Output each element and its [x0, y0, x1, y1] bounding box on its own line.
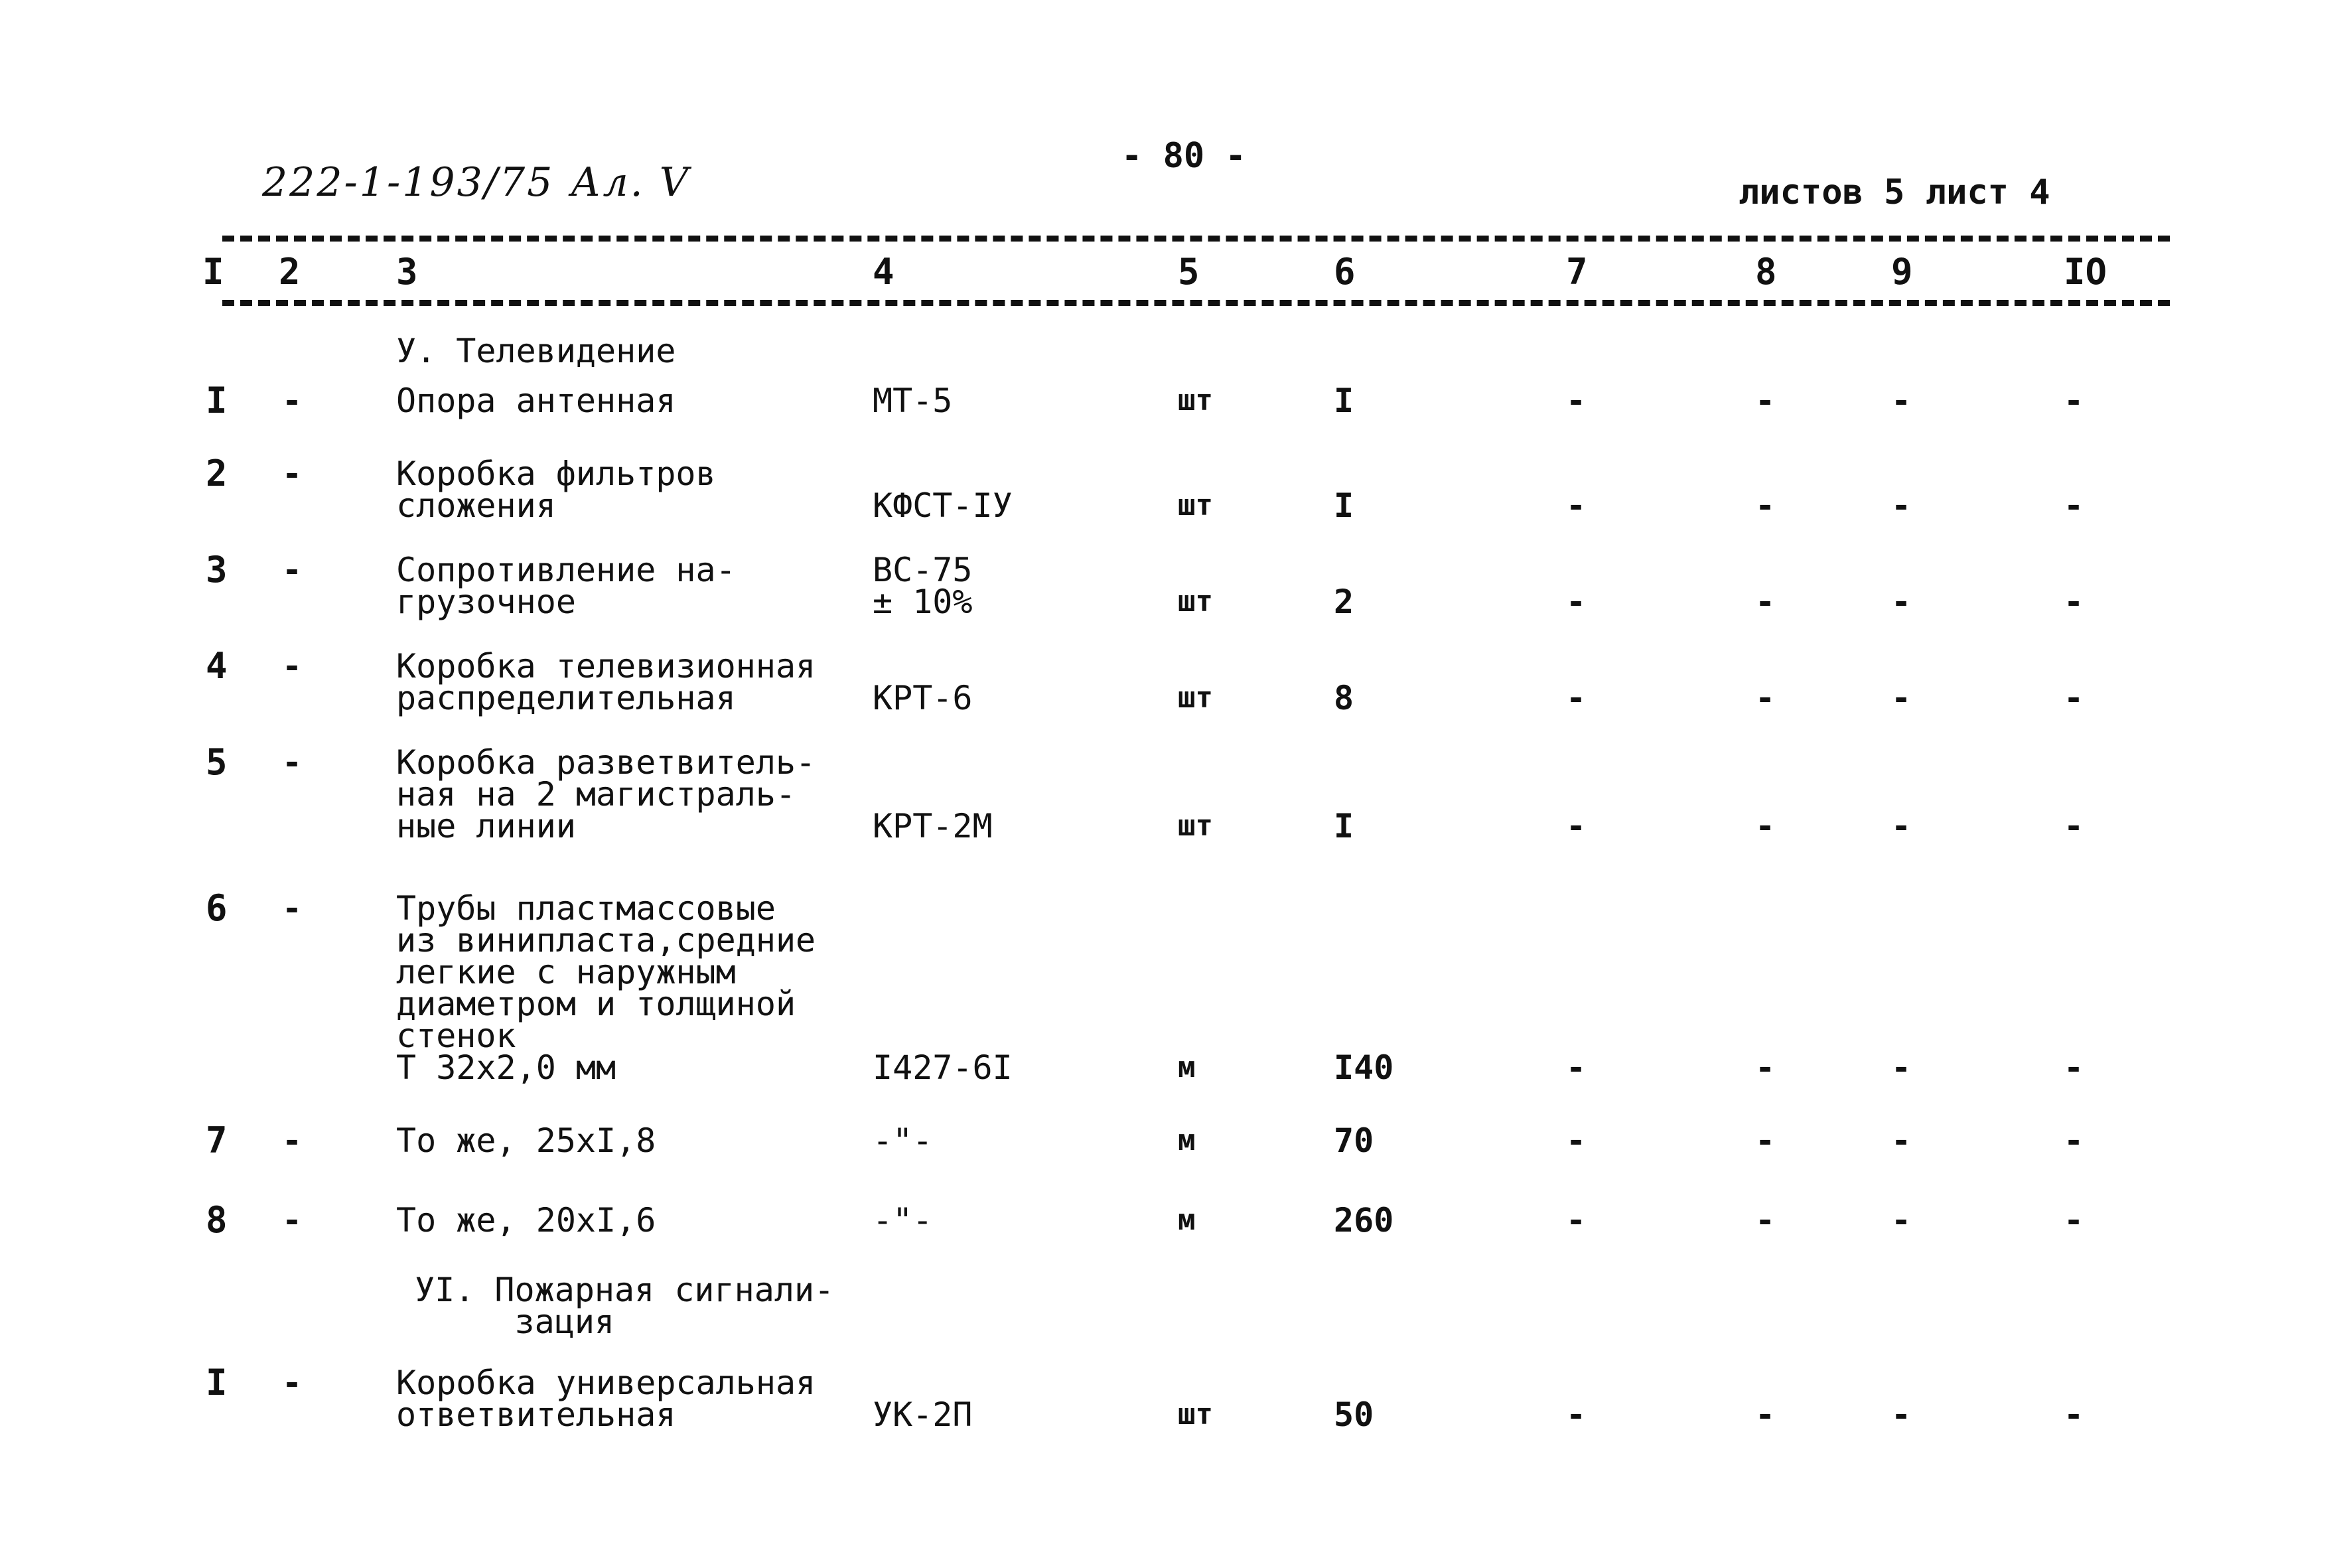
- cell-c2: -: [282, 743, 303, 782]
- cell-c2: -: [282, 647, 303, 685]
- cell-c2: -: [282, 1201, 303, 1240]
- cell-c3: Коробка фильтров сложения: [396, 455, 716, 525]
- cell-c7: -: [1566, 1395, 1587, 1434]
- document-code: 222-1-193/75: [262, 159, 555, 206]
- album-mark: Ал. V: [571, 159, 691, 206]
- cell-c7: -: [1566, 1201, 1587, 1240]
- cell-c7: -: [1566, 583, 1587, 621]
- header-top-rule: [222, 236, 2170, 242]
- section-title-television: У. Телевидение: [396, 332, 676, 370]
- column-header-6: 6: [1334, 251, 1356, 293]
- cell-c6: I40: [1334, 1048, 1394, 1087]
- cell-c3: Трубы пластмассовые из винипласта,средние легкие с наружным диаметром и толщиной стенок Т 32х2,0 мм: [396, 889, 816, 1087]
- cell-c2: -: [282, 551, 303, 589]
- cell-c9: -: [1891, 1395, 1912, 1434]
- cell-c5: шт: [1178, 384, 1213, 417]
- cell-c8: -: [1755, 1201, 1776, 1240]
- cell-c9: -: [1891, 583, 1912, 621]
- cell-c2: -: [282, 1121, 303, 1160]
- column-header-1: I: [202, 251, 224, 293]
- cell-c2: -: [282, 455, 303, 493]
- cell-c5: шт: [1178, 681, 1213, 715]
- cell-c8: -: [1755, 1395, 1776, 1434]
- cell-c4: I427-6I: [873, 1048, 1013, 1087]
- cell-c10: -: [2064, 583, 2084, 621]
- cell-c1: I: [206, 380, 228, 421]
- cell-c1: 8: [206, 1199, 228, 1241]
- cell-c10: -: [2064, 486, 2084, 525]
- cell-c6: 8: [1334, 679, 1354, 717]
- cell-c3: Сопротивление на- грузочное: [396, 551, 736, 621]
- cell-c4: ВС-75 ± 10%: [873, 551, 973, 621]
- cell-c1: 6: [206, 887, 228, 929]
- cell-c6: I: [1334, 486, 1354, 525]
- cell-c9: -: [1891, 382, 1912, 420]
- cell-c3: Опора антенная: [396, 382, 676, 420]
- cell-c8: -: [1755, 679, 1776, 717]
- cell-c9: -: [1891, 679, 1912, 717]
- cell-c10: -: [2064, 807, 2084, 845]
- column-header-10: IO: [2064, 251, 2107, 293]
- cell-c4: УК-2П: [873, 1395, 973, 1434]
- cell-c8: -: [1755, 583, 1776, 621]
- cell-c8: -: [1755, 382, 1776, 420]
- cell-c1: 7: [206, 1119, 228, 1161]
- cell-c7: -: [1566, 807, 1587, 845]
- cell-c10: -: [2064, 1121, 2084, 1160]
- cell-c9: -: [1891, 1048, 1912, 1087]
- cell-c10: -: [2064, 1048, 2084, 1087]
- column-header-4: 4: [873, 251, 894, 293]
- cell-c7: -: [1566, 382, 1587, 420]
- sheets-info: листов 5 лист 4: [1739, 173, 2050, 212]
- cell-c7: -: [1566, 1048, 1587, 1087]
- cell-c3: Коробка телевизионная распределительная: [396, 647, 816, 717]
- section-title-fire-alarm: УI. Пожарная сигнали- зация: [415, 1271, 835, 1341]
- cell-c8: -: [1755, 1121, 1776, 1160]
- cell-c5: шт: [1178, 1397, 1213, 1431]
- cell-c2: -: [282, 1364, 303, 1402]
- header-bottom-rule: [222, 300, 2170, 306]
- cell-c9: -: [1891, 1201, 1912, 1240]
- cell-c6: I: [1334, 807, 1354, 845]
- cell-c7: -: [1566, 486, 1587, 525]
- cell-c1: 5: [206, 741, 228, 783]
- cell-c4: МТ-5: [873, 382, 953, 420]
- cell-c1: 3: [206, 549, 228, 591]
- page-number: - 80 -: [1121, 136, 1246, 176]
- column-header-9: 9: [1891, 251, 1913, 293]
- cell-c5: шт: [1178, 585, 1213, 618]
- cell-c5: м: [1178, 1203, 1196, 1237]
- cell-c7: -: [1566, 679, 1587, 717]
- column-header-7: 7: [1566, 251, 1588, 293]
- cell-c9: -: [1891, 1121, 1912, 1160]
- cell-c7: -: [1566, 1121, 1587, 1160]
- cell-c6: 2: [1334, 583, 1354, 621]
- cell-c10: -: [2064, 1395, 2084, 1434]
- cell-c1: 2: [206, 453, 228, 494]
- cell-c3: Коробка разветвитель- ная на 2 магистраль- ные линии: [396, 743, 816, 845]
- cell-c10: -: [2064, 382, 2084, 420]
- cell-c9: -: [1891, 486, 1912, 525]
- cell-c3: То же, 20хI,6: [396, 1201, 656, 1240]
- cell-c4: -"-: [873, 1201, 933, 1240]
- cell-c6: I: [1334, 382, 1354, 420]
- column-header-8: 8: [1755, 251, 1777, 293]
- cell-c2: -: [282, 889, 303, 928]
- cell-c5: м: [1178, 1123, 1196, 1157]
- cell-c10: -: [2064, 1201, 2084, 1240]
- column-header-3: 3: [396, 251, 418, 293]
- cell-c8: -: [1755, 486, 1776, 525]
- cell-c8: -: [1755, 1048, 1776, 1087]
- column-header-2: 2: [279, 251, 301, 293]
- cell-c6: 260: [1334, 1201, 1394, 1240]
- cell-c2: -: [282, 382, 303, 420]
- cell-c4: КФСТ-IУ: [873, 486, 1013, 525]
- cell-c10: -: [2064, 679, 2084, 717]
- cell-c8: -: [1755, 807, 1776, 845]
- cell-c4: -"-: [873, 1121, 933, 1160]
- cell-c9: -: [1891, 807, 1912, 845]
- cell-c5: м: [1178, 1050, 1196, 1084]
- cell-c4: КРТ-2М: [873, 807, 993, 845]
- cell-c6: 70: [1334, 1121, 1374, 1160]
- cell-c1: 4: [206, 645, 228, 687]
- cell-c3: Коробка универсальная ответвительная: [396, 1364, 816, 1434]
- cell-c5: шт: [1178, 488, 1213, 522]
- cell-c3: То же, 25хI,8: [396, 1121, 656, 1160]
- cell-c1: I: [206, 1362, 228, 1403]
- cell-c5: шт: [1178, 809, 1213, 843]
- column-header-5: 5: [1178, 251, 1200, 293]
- cell-c4: КРТ-6: [873, 679, 973, 717]
- cell-c6: 50: [1334, 1395, 1374, 1434]
